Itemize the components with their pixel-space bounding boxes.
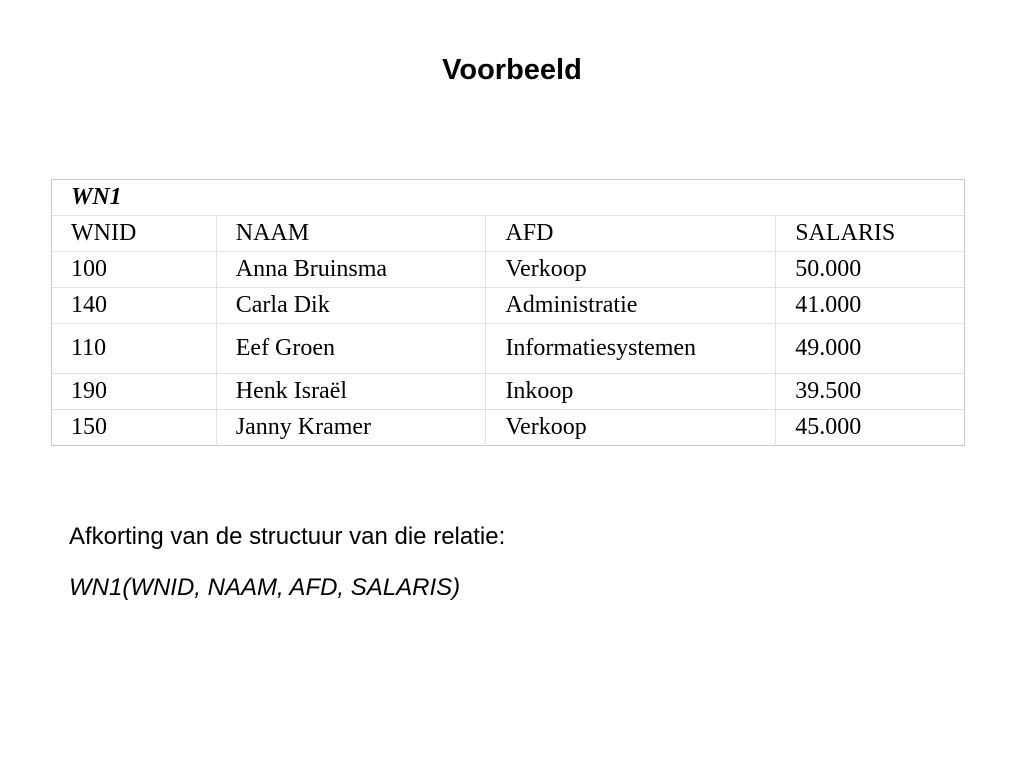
- table-cell: 49.000: [776, 324, 965, 374]
- table-cell: 50.000: [776, 252, 965, 288]
- table-cell: Administratie: [486, 288, 776, 324]
- table-cell: Inkoop: [486, 374, 776, 410]
- table-cell: Anna Bruinsma: [216, 252, 486, 288]
- header-row: [52, 216, 965, 252]
- table-row: [52, 410, 965, 446]
- table-cell: Carla Dik: [216, 288, 486, 324]
- relation-schema: WN1(WNID, NAAM, AFD, SALARIS): [69, 574, 461, 601]
- table-cell: 150: [52, 410, 217, 446]
- header-cell: NAAM: [216, 216, 486, 252]
- table-cell: 41.000: [776, 288, 965, 324]
- header-cell: SALARIS: [776, 216, 965, 252]
- table-cell: Janny Kramer: [216, 410, 486, 446]
- table-row: [52, 252, 965, 288]
- header-cell: AFD: [486, 216, 776, 252]
- table-row: [52, 324, 965, 374]
- header-cell: WNID: [52, 216, 217, 252]
- relation-name-row: [52, 180, 965, 216]
- table-cell: 100: [52, 252, 217, 288]
- table-cell: Eef Groen: [216, 324, 486, 374]
- relation-table: [51, 179, 965, 446]
- structure-note: Afkorting van de structuur van die relatie:: [69, 523, 506, 550]
- table-cell: Henk Israël: [216, 374, 486, 410]
- relation-name: WN1: [71, 184, 122, 210]
- table-row: [52, 288, 965, 324]
- table-cell: 45.000: [776, 410, 965, 446]
- table-cell: 140: [52, 288, 217, 324]
- table-row: [52, 374, 965, 410]
- table-cell: Informatiesystemen: [486, 324, 776, 374]
- table-cell: Verkoop: [486, 410, 776, 446]
- table-cell: 110: [52, 324, 217, 374]
- slide-title: Voorbeeld: [442, 54, 582, 86]
- table-cell: Verkoop: [486, 252, 776, 288]
- table-cell: 39.500: [776, 374, 965, 410]
- table-cell: 190: [52, 374, 217, 410]
